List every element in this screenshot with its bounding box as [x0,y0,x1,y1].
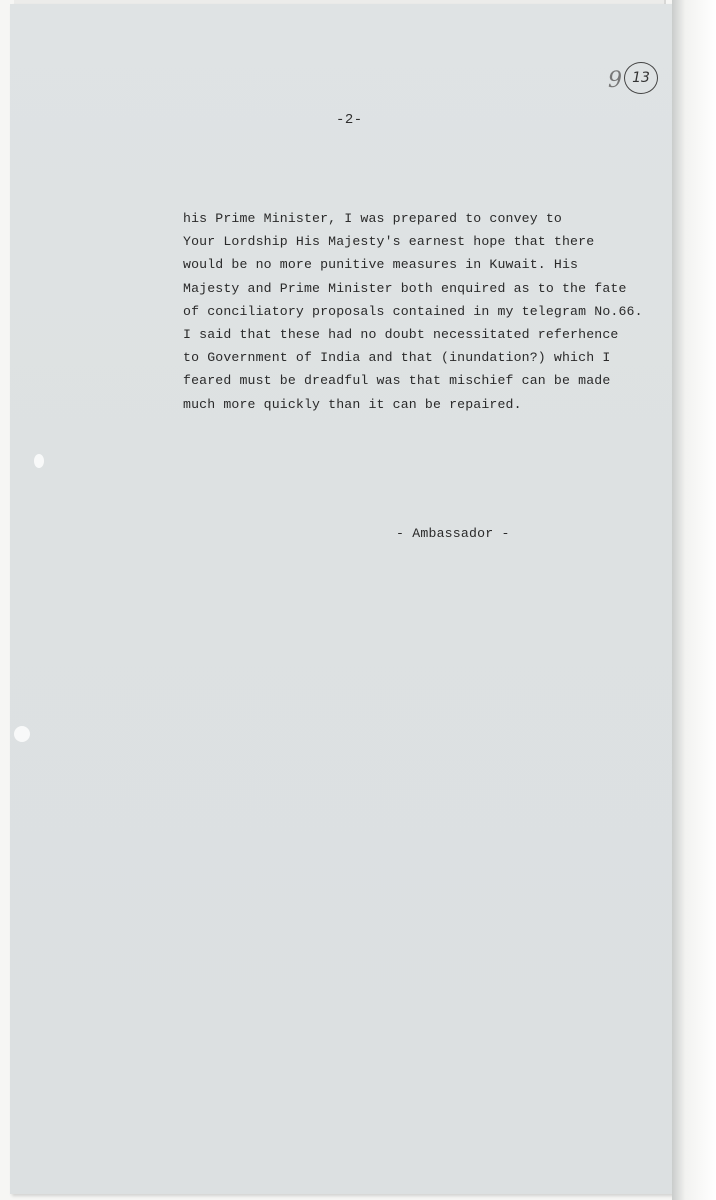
body-line: I said that these had no doubt necessitated referhence [183,327,619,343]
folio-circled-number: 13 [624,62,658,94]
page-edge [672,0,716,1200]
body-line: of conciliatory proposals contained in my telegram No.66. [183,303,643,319]
page-number: -2- [336,112,363,128]
body-line: his Prime Minister, I was prepared to convey to [183,211,562,226]
body-line: feared must be dreadful was that mischief can be made [183,373,611,389]
paper-blemish [14,726,30,742]
paper-sheet [10,4,674,1194]
telegram-body [183,207,663,416]
body-line: Your Lordship His Majesty's earnest hope that there [183,234,595,250]
signature: - Ambassador - [396,526,510,541]
folio-mark [608,62,668,104]
body-line: would be no more punitive measures in Kuwait. His [183,257,579,273]
body-line: Majesty and Prime Minister both enquired as to the fate [183,280,627,296]
body-line: to Government of India and that (inundation?) which I [183,350,611,366]
body-line: much more quickly than it can be repaired. [183,396,522,412]
folio-pencil-number: 9 [608,68,622,93]
paper-blemish [34,454,44,468]
